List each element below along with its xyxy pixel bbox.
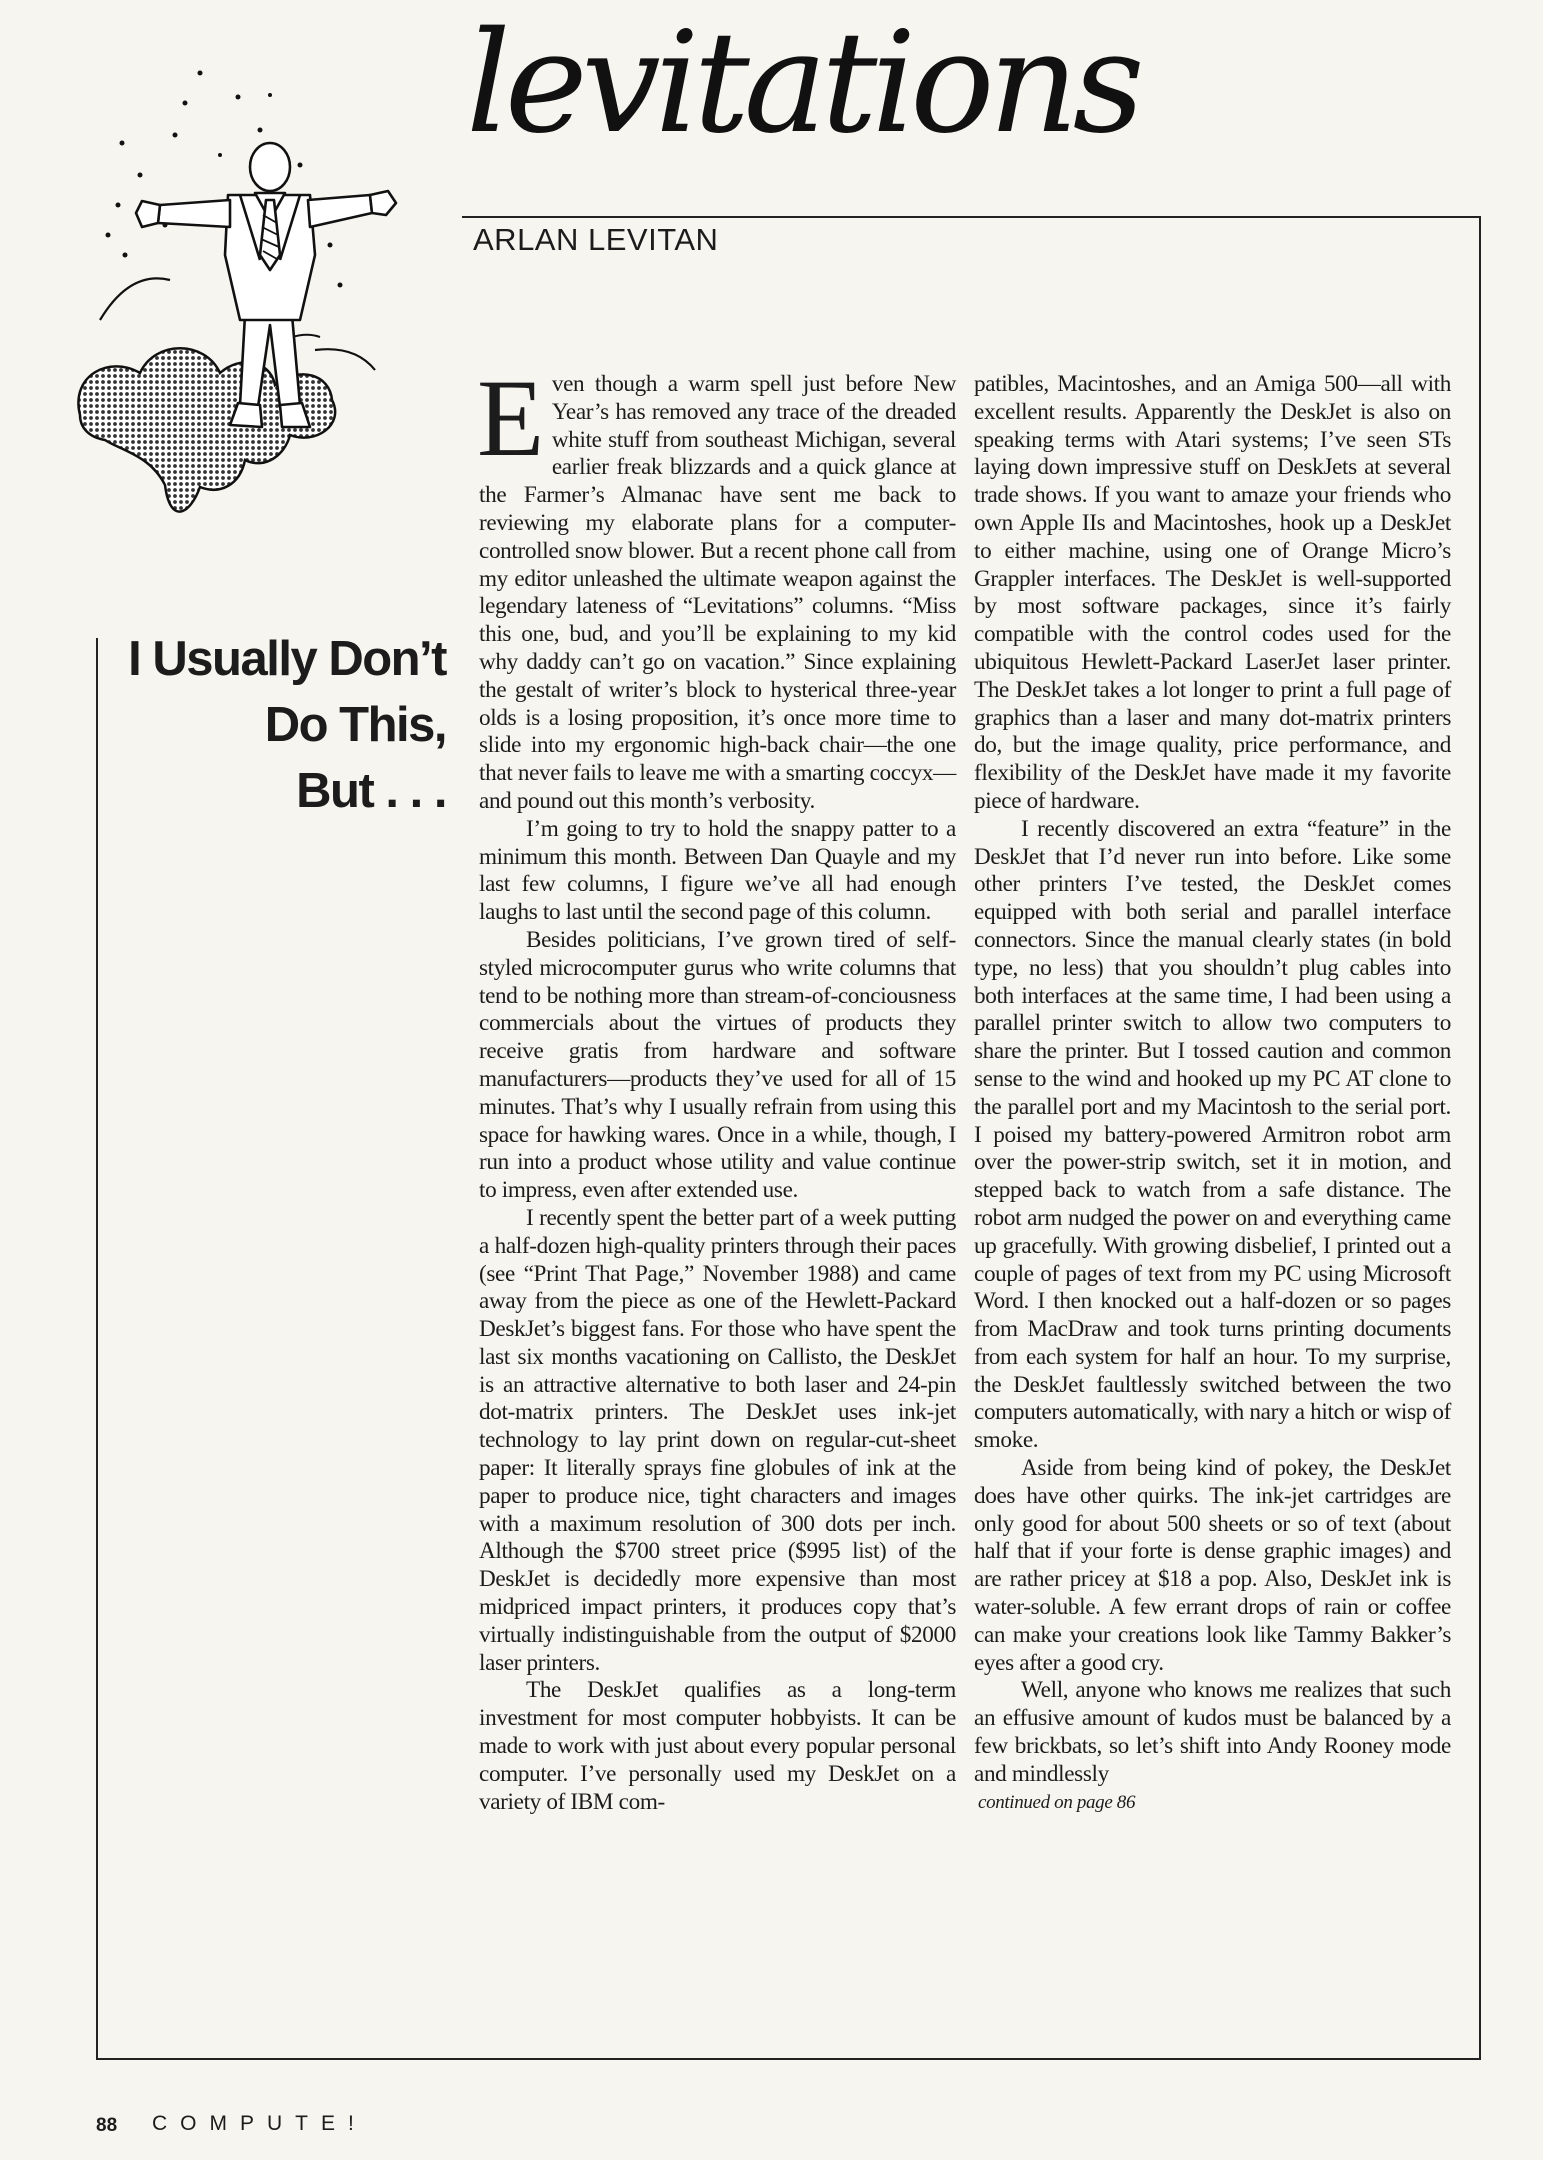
article-paragraph: I’m going to try to hold the snappy patter to a minimum this month. Between Dan Quayle and my last few columns, I figure we’ve all had enough laughs to last until the second page of this column. — [479, 815, 956, 926]
frame-rule-right — [1479, 216, 1481, 2060]
article-paragraph: Well, anyone who knows me realizes that such an effusive amount of kudos must be balanced by a few brickbats, so let’s shift into Andy Rooney mode and mindlessly — [974, 1677, 1451, 1787]
author-byline: ARLAN LEVITAN — [473, 222, 719, 257]
headline-line: I Usually Don’t — [128, 632, 446, 686]
drop-cap: E — [477, 357, 544, 479]
article-column-left — [477, 357, 956, 1816]
column-masthead: levitations — [466, 2, 1139, 165]
article-paragraph: Besides politicians, I’ve grown tired of self-styled microcomputer gurus who write columns that tend to be nothing more than stream-of-conciousness commercials about the virtues of products they receive gratis from hardware and software manufacturers—products they’ve used for all of 15 minutes. That’s why I usually refrain from using this space for hawking wares. Once in a while, though, I run into a product whose utility and value continue to impress, even after extended use. — [479, 926, 956, 1204]
headline-line: But . . . — [296, 764, 446, 818]
article-paragraph: I recently discovered an extra “feature” in the DeskJet that I’d never run into before. Like some other printers I’ve tested, the DeskJet comes equipped with both serial and parallel interface connectors. Since the manual clearly states (in bold type, no less) that you shouldn’t plug cables into both interfaces at the same time, I had been using a parallel printer switch to allow two computers to share the printer. But I tossed caution and common sense to the wind and hooked up my PC AT clone to the parallel port and my Macintosh to the serial port. I poised my battery-powered Armitron robot arm over the power-strip switch, set it in motion, and stepped back to watch from a safe distance. The robot arm nudged the power on and everything came up gracefully. With growing disbelief, I printed out a couple of pages of text from my PC using Microsoft Word. I then knocked out a half-dozen or so pages from MacDraw and took turns printing documents from each system for half an hour. To my surprise, the DeskJet faultlessly switched between the two computers automatically, with nary a hitch or wisp of smoke. — [974, 815, 1451, 1454]
frame-rule-top — [462, 216, 1481, 218]
frame-rule-left — [96, 638, 98, 2060]
levitating-man-illustration — [70, 55, 470, 585]
paragraph-text: ven though a warm spell just before New Year’s has removed any trace of the dreaded white stuff from southeast Michigan, several earlier freak blizzards and a quick glance at the Farmer’s Almanac have sent me back to reviewing my elaborate plans for a computer-controlled snow blower. But a recent phone call from my editor unleashed the ultimate weapon against the legendary lateness of “Levitations” columns. “Miss this one, bud, and you’ll be explaining to my kid why daddy can’t go on vacation.” Since explaining the gestalt of writer’s block to hysterical three-year olds is a losing proposition, it’s once more time to slide into my ergonomic high-back chair—the one that never fails to leave me with a smarting coccyx—and pound out this month’s verbosity. — [479, 371, 956, 814]
headline-line: Do This, — [264, 698, 446, 752]
article-paragraph: I recently spent the better part of a week putting a half-dozen high-quality printers through their paces (see “Print That Page,” November 1988) and came away from the piece as one of the Hewlett-Packard DeskJet’s biggest fans. For those who have spent the last six months vacationing on Callisto, the DeskJet is an attractive alternative to both laser and 24-pin dot-matrix printers. The DeskJet uses ink-jet technology to lay print down on regular-cut-sheet paper: It literally sprays fine globules of ink at the paper to produce nice, tight characters and images with a maximum resolution of 300 dots per inch. Although the $700 street price ($995 list) of the DeskJet is decidedly more expensive than most midpriced impact printers, it produces copy that’s virtually indistinguishable from the output of $2000 laser printers. — [479, 1204, 956, 1676]
page-number: 88 — [96, 2115, 118, 2136]
article-paragraph — [477, 357, 956, 816]
article-column-right — [974, 371, 1451, 1816]
article-paragraph: patibles, Macintoshes, and an Amiga 500—all with excellent results. Apparently the DeskJet is also on speaking terms with Atari systems; I’ve seen STs laying down impressive stuff on DeskJets at several trade shows. If you want to amaze your friends who own Apple IIs and Macintoshes, hook up a DeskJet to either machine, using one of Orange Micro’s Grappler interfaces. The DeskJet is well-supported by most software packages, since it’s fairly compatible with the control codes used for the ubiquitous Hewlett-Packard LaserJet laser printer. The DeskJet takes a lot longer to print a full page of graphics than a laser and many dot-matrix printers do, but the image quality, price performance, and flexibility of the DeskJet have made it my favorite piece of hardware. — [974, 371, 1451, 814]
frame-rule-bottom — [96, 2058, 1481, 2060]
magazine-name: COMPUTE! — [152, 2112, 367, 2135]
article-paragraph: Aside from being kind of pokey, the DeskJet does have other quirks. The ink-jet cartridges are only good for about 500 sheets or so of text (about half that if your forte is dense graphic images) and are rather pricey at $18 a pop. Also, DeskJet ink is water-soluble. A few errant drops of rain or coffee can make your creations look like Tammy Bakker’s eyes after a good cry. — [974, 1455, 1451, 1676]
article-headline — [112, 626, 446, 824]
article-paragraph: The DeskJet qualifies as a long-term investment for most computer hobbyists. It can be made to work with just about every popular personal computer. I’ve personally used my DeskJet on a variety of IBM com- — [479, 1677, 956, 1815]
continued-note: continued on page 86 — [978, 1791, 1136, 1813]
